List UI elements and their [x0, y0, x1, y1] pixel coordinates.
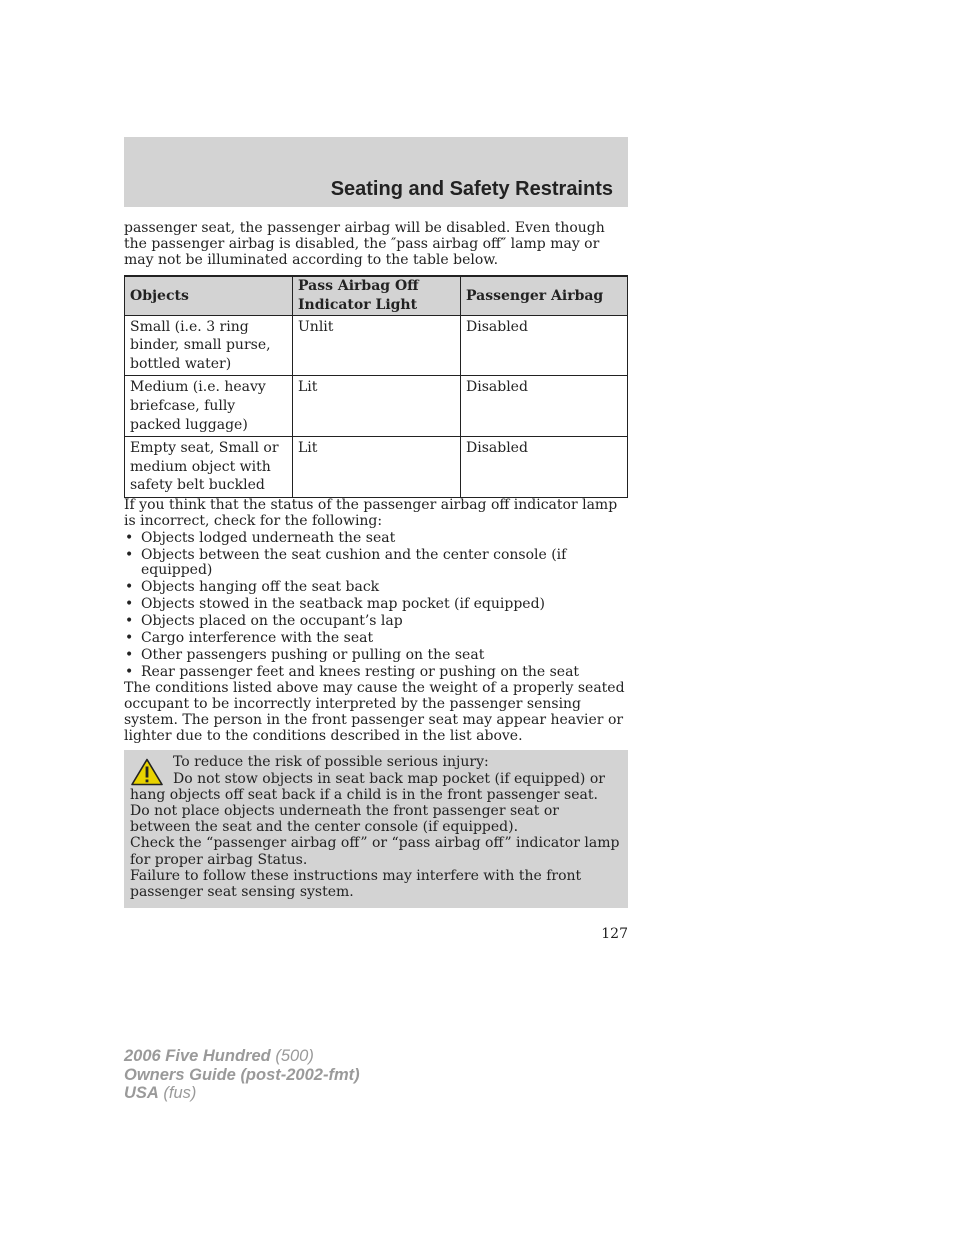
list-item: • Objects placed on the occupant’s lap [125, 613, 403, 630]
warning-line: Do not place objects underneath the front passenger seat or between the seat and the center console (if equipped). [130, 802, 559, 836]
page-content [124, 221, 628, 908]
warning-triangle-icon [131, 758, 163, 786]
footer-line-1: 2006 Five Hundred (500) [124, 1047, 314, 1065]
table-cell: Unlit [293, 315, 461, 376]
list-item: • Objects between the seat cushion and the center console (if equipped) [125, 546, 567, 579]
bullet-icon: • [125, 546, 134, 563]
table-cell: Disabled [461, 315, 628, 376]
document-footer [124, 1047, 360, 1103]
table-cell: Lit [293, 376, 461, 437]
bullet-icon: • [125, 664, 134, 681]
footer-line-3: USA (fus) [124, 1084, 197, 1102]
table-row [125, 376, 628, 437]
table-header-indicator: Pass Airbag Off Indicator Light [293, 276, 461, 315]
airbag-status-table [124, 275, 628, 498]
bullet-icon: • [125, 630, 134, 647]
table-cell: Empty seat, Small or medium object with safety belt buckled [125, 437, 293, 498]
table-cell: Small (i.e. 3 ring binder, small purse, bottled water) [125, 315, 293, 376]
table-cell: Disabled [461, 437, 628, 498]
warning-box [124, 750, 628, 908]
footer-line-2: Owners Guide (post-2002-fmt) [124, 1065, 360, 1084]
conditions-paragraph: The conditions listed above may cause the weight of a properly seated occupant to be incorrectly interpreted by the passenger sensing system. The person in the front passenger seat may appear heavier or lighter due to the conditions described in the list above. [124, 680, 625, 744]
warning-line: Check the “passenger airbag off” or “pass airbag off” indicator lamp for proper airbag Status. [130, 835, 620, 868]
bullet-icon: • [125, 596, 134, 613]
section-header [124, 137, 628, 207]
list-item: • Objects stowed in the seatback map pocket (if equipped) [125, 596, 545, 613]
check-intro-paragraph: If you think that the status of the passenger airbag off indicator lamp is incorrect, check for the following: [124, 496, 618, 529]
table-cell: Disabled [461, 376, 628, 437]
section-title: Seating and Safety Restraints [330, 178, 613, 200]
table-row [125, 315, 628, 376]
table-header-airbag: Passenger Airbag [461, 276, 628, 315]
warning-line: Failure to follow these instructions may interfere with the front passenger seat sensing system. [130, 867, 582, 900]
table-cell: Lit [293, 437, 461, 498]
check-list [124, 531, 628, 681]
table-header-objects: Objects [125, 276, 293, 315]
table-cell: Medium (i.e. heavy briefcase, fully packed luggage) [125, 376, 293, 437]
list-item: • Rear passenger feet and knees resting or pushing on the seat [125, 664, 580, 681]
intro-paragraph: passenger seat, the passenger airbag will be disabled. Even though the passenger airbag is disabled, the ″pass airbag off″ lamp may or may not be illuminated according to the table below. [124, 220, 605, 268]
list-item: • Other passengers pushing or pulling on the seat [125, 647, 485, 664]
bullet-icon: • [125, 579, 134, 596]
page-number: 127 [601, 926, 628, 942]
warning-line: To reduce the risk of possible serious injury: [173, 754, 489, 771]
bullet-icon: • [125, 613, 134, 630]
bullet-icon: • [125, 647, 134, 664]
list-item: • Objects lodged underneath the seat [125, 529, 396, 546]
bullet-icon: • [125, 529, 134, 546]
table-header-row [125, 276, 628, 315]
list-item: • Objects hanging off the seat back [125, 579, 380, 596]
warning-line: Do not stow objects in seat back map pocket (if equipped) or hang objects off seat back if a child is in the front passenger seat. [130, 770, 605, 803]
list-item: • Cargo interference with the seat [125, 630, 374, 647]
table-row [125, 437, 628, 498]
